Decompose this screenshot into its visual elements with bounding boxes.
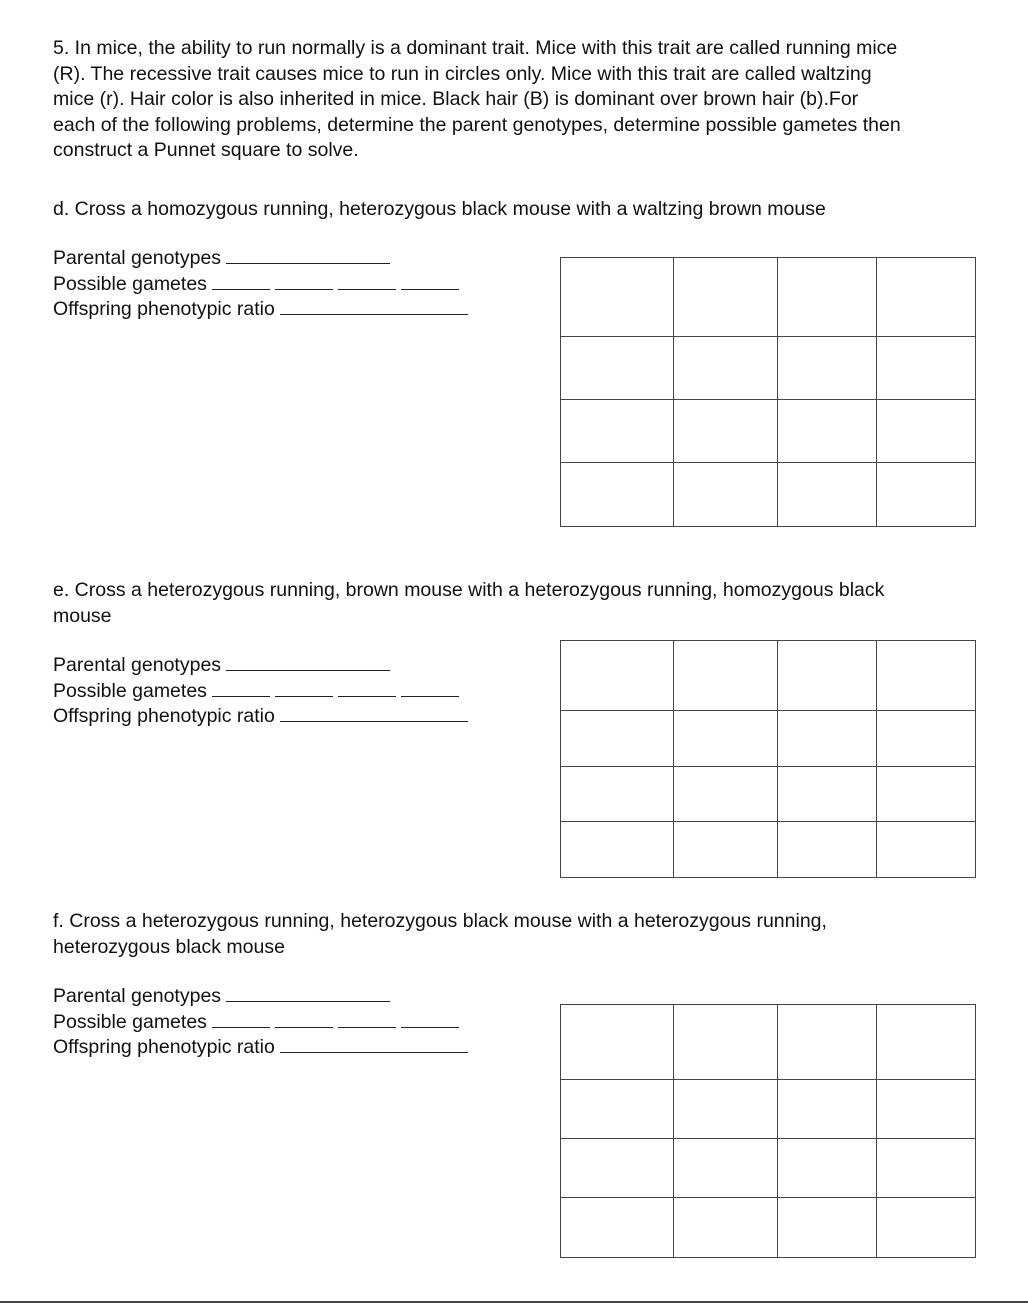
punnett-cell[interactable] (877, 641, 976, 711)
punnett-cell[interactable] (674, 1005, 778, 1080)
punnett-cell[interactable] (674, 1080, 778, 1139)
possible-gametes-row (53, 1010, 523, 1036)
punnett-cell[interactable] (778, 337, 877, 400)
gamete-blank[interactable] (275, 1010, 333, 1028)
gamete-blank[interactable] (401, 1010, 459, 1028)
gamete-blank[interactable] (275, 679, 333, 697)
gamete-blank[interactable] (338, 679, 396, 697)
page-bottom-divider (0, 1301, 1028, 1303)
punnett-cell[interactable] (674, 822, 778, 878)
possible-gametes-label: Possible gametes (53, 1010, 207, 1033)
punnett-cell[interactable] (877, 337, 976, 400)
gamete-blank[interactable] (401, 679, 459, 697)
punnett-cell[interactable] (674, 1198, 778, 1258)
punnett-cell[interactable] (561, 1139, 674, 1198)
punnett-square-d (560, 257, 976, 527)
punnett-cell[interactable] (877, 822, 976, 878)
punnett-cell[interactable] (561, 1198, 674, 1258)
gamete-blank[interactable] (275, 272, 333, 290)
punnett-cell[interactable] (877, 400, 976, 463)
parental-genotypes-blank[interactable] (226, 984, 390, 1002)
question-f-title: f. Cross a heterozygous running, heterozygous black mouse with a heterozygous running, heterozygous black mouse (53, 910, 827, 958)
parental-genotypes-blank[interactable] (226, 246, 390, 264)
punnett-cell[interactable] (778, 822, 877, 878)
punnett-cell[interactable] (778, 1005, 877, 1080)
parental-genotypes-blank[interactable] (226, 653, 390, 671)
punnett-cell[interactable] (674, 711, 778, 767)
punnett-cell[interactable] (561, 400, 674, 463)
punnett-cell[interactable] (877, 1198, 976, 1258)
punnett-cell[interactable] (778, 767, 877, 822)
problem-intro: 5. In mice, the ability to run normally is a dominant trait. Mice with this trait are called running mice (R). The recessive trait causes mice to run in circles only. Mice with this trait are called waltzing mice (r). Hair color is also inherited in mice. Black hair (B) is dominant over brown hair (b).For each of the following problems, determine the parent genotypes, determine possible gametes then construct a Punnet square to solve. (53, 37, 901, 161)
punnett-cell[interactable] (778, 711, 877, 767)
gamete-blank[interactable] (338, 272, 396, 290)
punnett-cell[interactable] (778, 641, 877, 711)
parental-genotypes-row (53, 984, 523, 1010)
question-e-answer-fields (53, 653, 523, 730)
punnett-cell[interactable] (561, 337, 674, 400)
offspring-ratio-row (53, 297, 523, 323)
punnett-square-f (560, 1004, 976, 1258)
punnett-cell[interactable] (877, 463, 976, 527)
punnett-cell[interactable] (674, 641, 778, 711)
offspring-ratio-label: Offspring phenotypic ratio (53, 1036, 275, 1058)
gamete-blank[interactable] (338, 1010, 396, 1028)
offspring-ratio-blank[interactable] (280, 704, 468, 722)
gamete-blank[interactable] (401, 272, 459, 290)
parental-genotypes-label: Parental genotypes (53, 654, 222, 676)
punnett-cell[interactable] (561, 1005, 674, 1080)
offspring-ratio-row (53, 1035, 523, 1061)
possible-gametes-row (53, 272, 523, 298)
punnett-cell[interactable] (674, 337, 778, 400)
punnett-cell[interactable] (674, 1139, 778, 1198)
punnett-cell[interactable] (674, 767, 778, 822)
punnett-cell[interactable] (877, 711, 976, 767)
punnett-cell[interactable] (561, 767, 674, 822)
punnett-cell[interactable] (561, 822, 674, 878)
question-d-title: d. Cross a homozygous running, heterozygous black mouse with a waltzing brown mouse (53, 198, 826, 220)
punnett-cell[interactable] (877, 1005, 976, 1080)
gamete-blank[interactable] (212, 1010, 270, 1028)
offspring-ratio-blank[interactable] (280, 297, 468, 315)
punnett-cell[interactable] (877, 1139, 976, 1198)
offspring-ratio-blank[interactable] (280, 1035, 468, 1053)
parental-genotypes-row (53, 246, 523, 272)
possible-gametes-row (53, 679, 523, 705)
punnett-cell[interactable] (778, 400, 877, 463)
punnett-cell[interactable] (674, 400, 778, 463)
punnett-cell[interactable] (561, 463, 674, 527)
offspring-ratio-label: Offspring phenotypic ratio (53, 705, 275, 727)
punnett-cell[interactable] (561, 1080, 674, 1139)
offspring-ratio-label: Offspring phenotypic ratio (53, 298, 275, 320)
parental-genotypes-label: Parental genotypes (53, 985, 222, 1007)
question-e-title: e. Cross a heterozygous running, brown mouse with a heterozygous running, homozygous black mouse (53, 579, 885, 627)
parental-genotypes-row (53, 653, 523, 679)
punnett-cell[interactable] (778, 1080, 877, 1139)
punnett-cell[interactable] (877, 1080, 976, 1139)
punnett-cell[interactable] (877, 258, 976, 337)
punnett-cell[interactable] (778, 1139, 877, 1198)
question-f-answer-fields (53, 984, 523, 1061)
punnett-cell[interactable] (778, 463, 877, 527)
offspring-ratio-row (53, 704, 523, 730)
possible-gametes-label: Possible gametes (53, 679, 207, 702)
gamete-blank[interactable] (212, 679, 270, 697)
punnett-cell[interactable] (877, 767, 976, 822)
punnett-cell[interactable] (674, 258, 778, 337)
gamete-blank[interactable] (212, 272, 270, 290)
punnett-cell[interactable] (561, 258, 674, 337)
punnett-square-e (560, 640, 976, 878)
punnett-cell[interactable] (778, 258, 877, 337)
question-d-answer-fields (53, 246, 523, 323)
punnett-cell[interactable] (561, 711, 674, 767)
possible-gametes-label: Possible gametes (53, 272, 207, 295)
parental-genotypes-label: Parental genotypes (53, 247, 222, 269)
punnett-cell[interactable] (674, 463, 778, 527)
punnett-cell[interactable] (561, 641, 674, 711)
punnett-cell[interactable] (778, 1198, 877, 1258)
